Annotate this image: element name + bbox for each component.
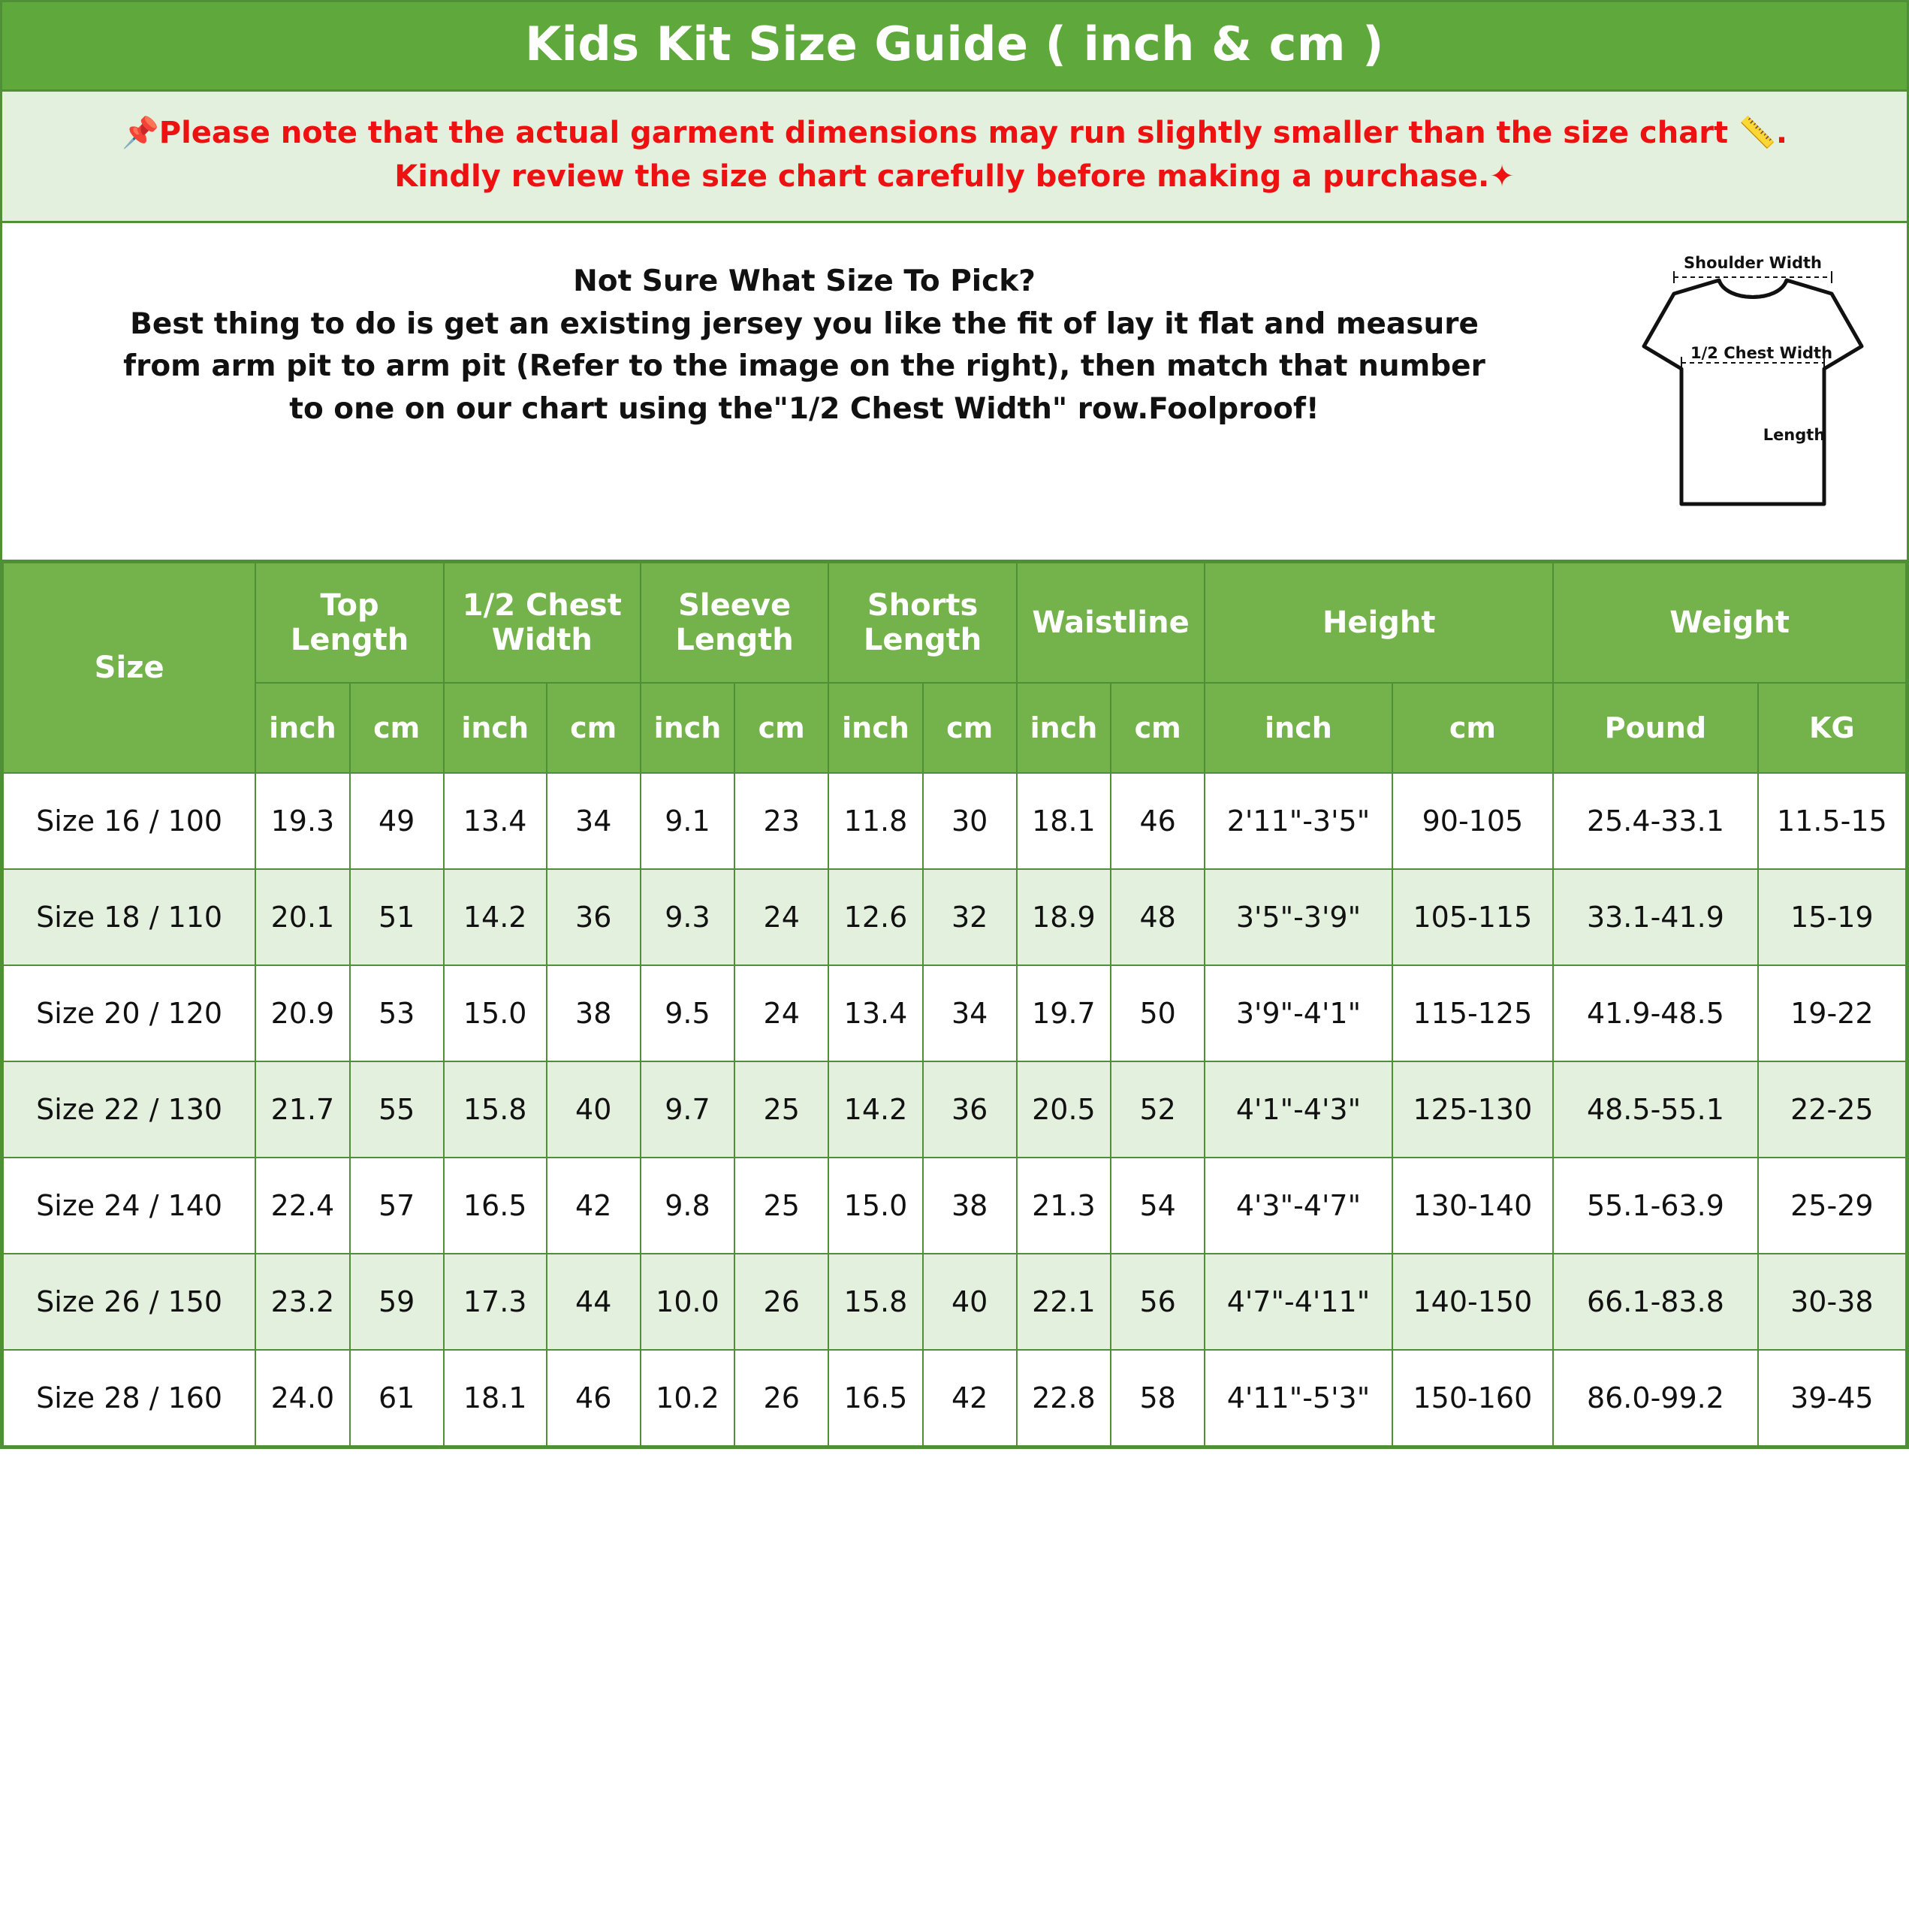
- cell-waist-cm: 46: [1111, 773, 1205, 869]
- cell-top-length-inch: 21.7: [255, 1061, 349, 1158]
- cell-chest-inch: 15.0: [444, 965, 547, 1061]
- cell-top-length-inch: 24.0: [255, 1350, 349, 1446]
- cell-size: Size 28 / 160: [3, 1350, 255, 1446]
- unit-weight-kg: KG: [1758, 683, 1906, 773]
- cell-sleeve-cm: 26: [734, 1254, 828, 1350]
- col-header-height: Height: [1205, 563, 1553, 683]
- cell-shorts-cm: 36: [923, 1061, 1017, 1158]
- cell-weight-kg: 25-29: [1758, 1158, 1906, 1254]
- note-banner: [2, 92, 1907, 223]
- cell-chest-cm: 38: [547, 965, 641, 1061]
- unit-chest-inch: inch: [444, 683, 547, 773]
- cell-waist-inch: 20.5: [1017, 1061, 1111, 1158]
- cell-chest-cm: 40: [547, 1061, 641, 1158]
- cell-shorts-cm: 42: [923, 1350, 1017, 1446]
- cell-height-inch: 3'5"-3'9": [1205, 869, 1392, 965]
- cell-sleeve-inch: 10.0: [641, 1254, 734, 1350]
- cell-height-inch: 4'11"-5'3": [1205, 1350, 1392, 1446]
- cell-top-length-inch: 23.2: [255, 1254, 349, 1350]
- cell-waist-inch: 22.1: [1017, 1254, 1111, 1350]
- cell-chest-cm: 42: [547, 1158, 641, 1254]
- help-line-2: Best thing to do is get an existing jersey you like the fit of lay it flat and measure: [130, 306, 1479, 341]
- cell-shorts-inch: 15.8: [828, 1254, 922, 1350]
- cell-height-cm: 150-160: [1392, 1350, 1554, 1446]
- unit-waist-cm: cm: [1111, 683, 1205, 773]
- cell-sleeve-inch: 10.2: [641, 1350, 734, 1446]
- cell-top-length-cm: 57: [350, 1158, 444, 1254]
- size-chart-table: [2, 562, 1907, 1447]
- cell-weight-pound: 55.1-63.9: [1553, 1158, 1758, 1254]
- cell-weight-pound: 33.1-41.9: [1553, 869, 1758, 965]
- table-row: [3, 773, 1906, 869]
- cell-shorts-cm: 32: [923, 869, 1017, 965]
- table-row: [3, 1350, 1906, 1446]
- cell-waist-cm: 52: [1111, 1061, 1205, 1158]
- cell-chest-inch: 17.3: [444, 1254, 547, 1350]
- cell-top-length-cm: 53: [350, 965, 444, 1061]
- unit-sleeve-cm: cm: [734, 683, 828, 773]
- tshirt-icon: [1606, 249, 1892, 542]
- table-head: [3, 563, 1906, 773]
- cell-sleeve-inch: 9.3: [641, 869, 734, 965]
- cell-weight-kg: 15-19: [1758, 869, 1906, 965]
- svg-text:Shoulder Width: Shoulder Width: [1684, 254, 1822, 273]
- cell-chest-inch: 18.1: [444, 1350, 547, 1446]
- table-row: [3, 1158, 1906, 1254]
- cell-weight-pound: 41.9-48.5: [1553, 965, 1758, 1061]
- unit-chest-cm: cm: [547, 683, 641, 773]
- cell-waist-cm: 56: [1111, 1254, 1205, 1350]
- cell-sleeve-cm: 24: [734, 869, 828, 965]
- table-body: [3, 773, 1906, 1446]
- table-row: [3, 1254, 1906, 1350]
- cell-shorts-cm: 38: [923, 1158, 1017, 1254]
- cell-weight-kg: 11.5-15: [1758, 773, 1906, 869]
- col-header-half-chest-width: 1/2 Chest Width: [444, 563, 641, 683]
- cell-size: Size 18 / 110: [3, 869, 255, 965]
- note-line-1: [17, 111, 1892, 155]
- cell-weight-pound: 25.4-33.1: [1553, 773, 1758, 869]
- cell-shorts-inch: 15.0: [828, 1158, 922, 1254]
- cell-shorts-cm: 34: [923, 965, 1017, 1061]
- cell-waist-inch: 18.9: [1017, 869, 1111, 965]
- cell-height-cm: 115-125: [1392, 965, 1554, 1061]
- unit-height-cm: cm: [1392, 683, 1554, 773]
- cell-top-length-inch: 20.9: [255, 965, 349, 1061]
- cell-top-length-inch: 20.1: [255, 869, 349, 965]
- cell-shorts-inch: 14.2: [828, 1061, 922, 1158]
- cell-chest-cm: 36: [547, 869, 641, 965]
- unit-height-inch: inch: [1205, 683, 1392, 773]
- cell-waist-inch: 19.7: [1017, 965, 1111, 1061]
- cell-shorts-cm: 30: [923, 773, 1017, 869]
- cell-top-length-cm: 55: [350, 1061, 444, 1158]
- table-row: [3, 1061, 1906, 1158]
- pin-icon: 📌: [121, 116, 159, 151]
- cell-top-length-cm: 59: [350, 1254, 444, 1350]
- cell-shorts-inch: 13.4: [828, 965, 922, 1061]
- cell-shorts-inch: 16.5: [828, 1350, 922, 1446]
- unit-shorts-inch: inch: [828, 683, 922, 773]
- cell-sleeve-cm: 25: [734, 1061, 828, 1158]
- cell-waist-inch: 18.1: [1017, 773, 1111, 869]
- svg-text:1/2 Chest Width: 1/2 Chest Width: [1690, 344, 1833, 363]
- cell-sleeve-cm: 23: [734, 773, 828, 869]
- cell-chest-inch: 16.5: [444, 1158, 547, 1254]
- cell-height-inch: 2'11"-3'5": [1205, 773, 1392, 869]
- unit-weight-pound: Pound: [1553, 683, 1758, 773]
- cell-sleeve-cm: 24: [734, 965, 828, 1061]
- col-header-weight: Weight: [1553, 563, 1906, 683]
- help-text: [10, 241, 1599, 430]
- unit-sleeve-inch: inch: [641, 683, 734, 773]
- page-title: Kids Kit Size Guide ( inch & cm ): [2, 2, 1907, 92]
- unit-top-length-cm: cm: [350, 683, 444, 773]
- cell-chest-cm: 46: [547, 1350, 641, 1446]
- tshirt-measurement-diagram: [1599, 241, 1899, 542]
- group-header-row: [3, 563, 1906, 683]
- cell-top-length-cm: 49: [350, 773, 444, 869]
- table-row: [3, 869, 1906, 965]
- cell-size: Size 22 / 130: [3, 1061, 255, 1158]
- cell-chest-inch: 15.8: [444, 1061, 547, 1158]
- col-header-shorts-length: Shorts Length: [828, 563, 1016, 683]
- cell-sleeve-cm: 26: [734, 1350, 828, 1446]
- cell-size: Size 16 / 100: [3, 773, 255, 869]
- cell-height-inch: 4'3"-4'7": [1205, 1158, 1392, 1254]
- cell-sleeve-inch: 9.1: [641, 773, 734, 869]
- cell-height-cm: 105-115: [1392, 869, 1554, 965]
- cell-top-length-cm: 61: [350, 1350, 444, 1446]
- cell-waist-inch: 21.3: [1017, 1158, 1111, 1254]
- cell-weight-pound: 86.0-99.2: [1553, 1350, 1758, 1446]
- cell-top-length-cm: 51: [350, 869, 444, 965]
- cell-waist-cm: 50: [1111, 965, 1205, 1061]
- note-text-2: Kindly review the size chart carefully before making a purchase.: [394, 159, 1490, 195]
- sparkle-icon: ✦: [1489, 159, 1515, 195]
- cell-height-cm: 90-105: [1392, 773, 1554, 869]
- col-header-waistline: Waistline: [1017, 563, 1205, 683]
- unit-header-row: [3, 683, 1906, 773]
- cell-chest-cm: 34: [547, 773, 641, 869]
- note-period: .: [1775, 116, 1788, 151]
- help-line-1: Not Sure What Size To Pick?: [573, 264, 1036, 299]
- cell-height-inch: 4'1"-4'3": [1205, 1061, 1392, 1158]
- cell-sleeve-cm: 25: [734, 1158, 828, 1254]
- unit-shorts-cm: cm: [923, 683, 1017, 773]
- cell-size: Size 24 / 140: [3, 1158, 255, 1254]
- note-text-1: Please note that the actual garment dimensions may run slightly smaller than the size chart: [158, 116, 1729, 151]
- cell-size: Size 20 / 120: [3, 965, 255, 1061]
- cell-waist-inch: 22.8: [1017, 1350, 1111, 1446]
- table-row: [3, 965, 1906, 1061]
- cell-height-cm: 125-130: [1392, 1061, 1554, 1158]
- cell-height-cm: 140-150: [1392, 1254, 1554, 1350]
- unit-waist-inch: inch: [1017, 683, 1111, 773]
- cell-shorts-inch: 11.8: [828, 773, 922, 869]
- cell-weight-kg: 22-25: [1758, 1061, 1906, 1158]
- svg-text:Length: Length: [1763, 426, 1826, 445]
- cell-chest-cm: 44: [547, 1254, 641, 1350]
- note-line-2: [17, 155, 1892, 198]
- cell-sleeve-inch: 9.7: [641, 1061, 734, 1158]
- cell-weight-pound: 66.1-83.8: [1553, 1254, 1758, 1350]
- col-header-top-length: Top Length: [255, 563, 443, 683]
- cell-weight-pound: 48.5-55.1: [1553, 1061, 1758, 1158]
- col-header-sleeve-length: Sleeve Length: [641, 563, 828, 683]
- cell-sleeve-inch: 9.5: [641, 965, 734, 1061]
- cell-height-inch: 3'9"-4'1": [1205, 965, 1392, 1061]
- cell-top-length-inch: 19.3: [255, 773, 349, 869]
- cell-waist-cm: 58: [1111, 1350, 1205, 1446]
- cell-weight-kg: 19-22: [1758, 965, 1906, 1061]
- cell-sleeve-inch: 9.8: [641, 1158, 734, 1254]
- unit-top-length-inch: inch: [255, 683, 349, 773]
- cell-height-inch: 4'7"-4'11": [1205, 1254, 1392, 1350]
- cell-chest-inch: 14.2: [444, 869, 547, 965]
- cell-waist-cm: 48: [1111, 869, 1205, 965]
- cell-shorts-inch: 12.6: [828, 869, 922, 965]
- cell-waist-cm: 54: [1111, 1158, 1205, 1254]
- help-section: [2, 223, 1907, 562]
- cell-height-cm: 130-140: [1392, 1158, 1554, 1254]
- cell-weight-kg: 30-38: [1758, 1254, 1906, 1350]
- cell-weight-kg: 39-45: [1758, 1350, 1906, 1446]
- ruler-icon: 📏: [1739, 116, 1776, 151]
- cell-chest-inch: 13.4: [444, 773, 547, 869]
- cell-top-length-inch: 22.4: [255, 1158, 349, 1254]
- col-header-size: Size: [3, 563, 255, 773]
- help-line-3: from arm pit to arm pit (Refer to the image on the right), then match that number: [123, 349, 1485, 384]
- cell-shorts-cm: 40: [923, 1254, 1017, 1350]
- cell-size: Size 26 / 150: [3, 1254, 255, 1350]
- help-line-4: to one on our chart using the"1/2 Chest Width" row.Foolproof!: [289, 391, 1319, 426]
